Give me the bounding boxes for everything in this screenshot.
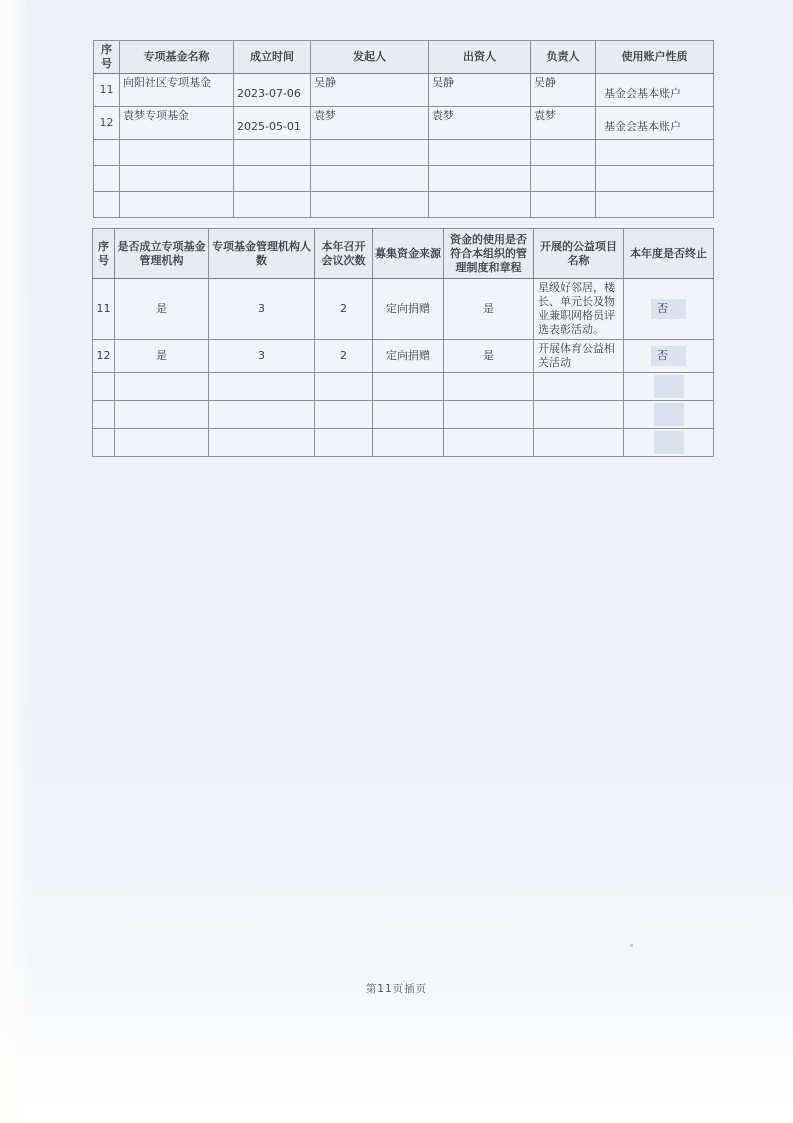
cell-fund-source: 定向捐赠	[373, 279, 444, 340]
cell-has-mgmt-org: 是	[115, 340, 209, 373]
cell-funder: 袁梦	[429, 107, 531, 140]
scan-speck	[630, 944, 633, 947]
table1-header-fund-name: 专项基金名称	[120, 41, 234, 74]
empty-field-highlight	[654, 431, 684, 454]
cell-initiator: 袁梦	[311, 107, 429, 140]
table2-header-fund-source: 募集资金来源	[373, 229, 444, 279]
cell-founded-date: 2025-05-01	[234, 107, 311, 140]
empty-row	[94, 192, 714, 218]
terminated-highlight: 否	[651, 299, 686, 319]
table-row	[93, 340, 714, 373]
cell-terminated	[624, 429, 714, 457]
table1-header-leader: 负责人	[531, 41, 596, 74]
cell-seq: 11	[93, 279, 115, 340]
table-row	[93, 279, 714, 340]
table-row	[94, 74, 714, 107]
cell-terminated	[624, 340, 714, 373]
empty-row	[93, 429, 714, 457]
special-fund-management-table	[92, 228, 714, 457]
empty-row	[93, 401, 714, 429]
terminated-highlight: 否	[651, 346, 686, 366]
table1-header-founded-date: 成立时间	[234, 41, 311, 74]
cell-mgmt-headcount: 3	[209, 279, 315, 340]
cell-initiator: 吴静	[311, 74, 429, 107]
cell-terminated	[624, 373, 714, 401]
table2-header-terminated: 本年度是否终止	[624, 229, 714, 279]
cell-funder: 吴静	[429, 74, 531, 107]
cell-projects: 星级好邻居，楼长、单元长及物业兼职网格员评选表彰活动。	[534, 279, 624, 340]
table2-header-compliance: 资金的使用是否符合本组织的管理制度和章程	[444, 229, 534, 279]
empty-field-highlight	[654, 375, 684, 398]
empty-row	[94, 140, 714, 166]
table2-header-seq: 序号	[93, 229, 115, 279]
table1-header-row	[94, 41, 714, 74]
cell-fund-source: 定向捐赠	[373, 340, 444, 373]
cell-meetings: 2	[315, 340, 373, 373]
cell-projects: 开展体育公益相关活动	[534, 340, 624, 373]
cell-founded-date: 2023-07-06	[234, 74, 311, 107]
cell-account-type: 基金会基本账户	[596, 107, 714, 140]
cell-mgmt-headcount: 3	[209, 340, 315, 373]
special-fund-basic-info-table	[93, 40, 714, 218]
table1-header-funder: 出资人	[429, 41, 531, 74]
table2-header-has-mgmt-org: 是否成立专项基金管理机构	[115, 229, 209, 279]
cell-leader: 吴静	[531, 74, 596, 107]
cell-has-mgmt-org: 是	[115, 279, 209, 340]
table1-header-initiator: 发起人	[311, 41, 429, 74]
table-row	[94, 107, 714, 140]
cell-seq: 12	[93, 340, 115, 373]
table2-header-mgmt-headcount: 专项基金管理机构人数	[209, 229, 315, 279]
cell-terminated	[624, 279, 714, 340]
table2-header-projects: 开展的公益项目名称	[534, 229, 624, 279]
cell-seq: 11	[94, 74, 120, 107]
cell-terminated	[624, 401, 714, 429]
cell-leader: 袁梦	[531, 107, 596, 140]
table1-header-account-type: 使用账户性质	[596, 41, 714, 74]
table2-header-row	[93, 229, 714, 279]
page-footer: 第11页插页	[365, 983, 428, 995]
cell-meetings: 2	[315, 279, 373, 340]
cell-compliance: 是	[444, 279, 534, 340]
cell-compliance: 是	[444, 340, 534, 373]
empty-row	[94, 166, 714, 192]
table1-header-seq: 序号	[94, 41, 120, 74]
empty-field-highlight	[654, 403, 684, 426]
cell-fund-name: 袁梦专项基金	[120, 107, 234, 140]
table2-header-meetings: 本年召开会议次数	[315, 229, 373, 279]
empty-row	[93, 373, 714, 401]
cell-account-type: 基金会基本账户	[596, 74, 714, 107]
cell-fund-name: 向阳社区专项基金	[120, 74, 234, 107]
cell-seq: 12	[94, 107, 120, 140]
